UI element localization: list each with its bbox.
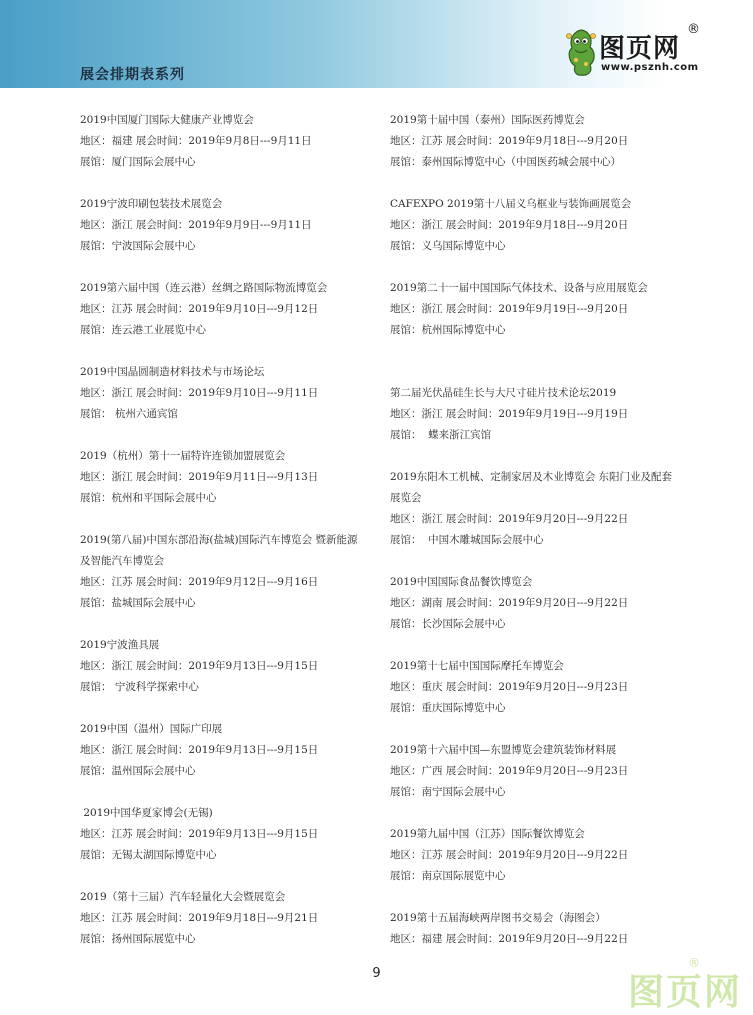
exhibition-region-time: 地区：浙江 展会时间：2019年9月19日---9月19日 [390, 408, 629, 420]
exhibition-name: CAFEXPO 2019第十八届义乌框业与装饰画展览会 [390, 198, 632, 210]
exhibition-venue: 展馆：泰州国际博览中心（中国医药城会展中心） [390, 156, 621, 168]
exhibition-venue: 展馆：义乌国际博览中心 [390, 240, 506, 252]
exhibition-region-time: 地区：江苏 展会时间：2019年9月18日---9月21日 [80, 912, 319, 924]
exhibition-region-time: 地区：浙江 展会时间：2019年9月13日---9月15日 [80, 744, 319, 756]
exhibition-region-time: 地区：福建 展会时间：2019年9月8日---9月11日 [80, 135, 312, 147]
exhibition-name: 2019第十届中国（泰州）国际医药博览会 [390, 114, 585, 126]
exhibition-entry [80, 194, 380, 257]
exhibition-venue: 展馆：长沙国际会展中心 [390, 618, 506, 630]
exhibition-name: 2019中国晶圆制造材料技术与市场论坛 [80, 366, 265, 378]
exhibition-entry [390, 383, 690, 446]
exhibition-region-time: 地区：江苏 展会时间：2019年9月10日---9月12日 [80, 303, 319, 315]
site-logo[interactable] [563, 18, 713, 80]
exhibition-region-time: 地区：江苏 展会时间：2019年9月13日---9月15日 [80, 828, 319, 840]
exhibition-region-time: 地区：福建 展会时间：2019年9月20日---9月22日 [390, 933, 629, 945]
exhibition-venue: 展馆：南宁国际会展中心 [390, 786, 506, 798]
page-header [0, 0, 753, 88]
exhibition-venue: 展馆： 杭州六通宾馆 [80, 408, 178, 420]
exhibition-entry [80, 446, 380, 509]
exhibition-venue: 展馆： 中国木雕城国际会展中心 [390, 534, 544, 546]
exhibition-region-time: 地区：重庆 展会时间：2019年9月20日---9月23日 [390, 681, 629, 693]
exhibition-entry [390, 656, 690, 719]
registered-mark: ® [687, 22, 700, 37]
exhibition-name: 2019中国国际食品餐饮博览会 [390, 576, 533, 588]
exhibition-entry [390, 740, 690, 803]
page-number: 9 [372, 966, 381, 981]
exhibition-name: 2019第十六届中国—东盟博览会建筑装饰材料展 [390, 744, 617, 756]
exhibition-venue: 展馆：杭州和平国际会展中心 [80, 492, 217, 504]
exhibition-entry [80, 803, 380, 866]
exhibition-venue: 展馆：温州国际会展中心 [80, 765, 196, 777]
exhibition-region-time: 地区：浙江 展会时间：2019年9月11日---9月13日 [80, 471, 319, 483]
exhibition-name: 2019中国厦门国际大健康产业博览会 [80, 114, 254, 126]
exhibition-name: 2019宁波渔具展 [80, 639, 160, 651]
series-title: 展会排期表系列 [80, 67, 185, 83]
exhibition-region-time: 地区：浙江 展会时间：2019年9月9日---9月11日 [80, 219, 312, 231]
watermark-text: 图页网 [628, 972, 743, 1013]
exhibition-name: 2019宁波印刷包装技术展览会 [80, 198, 223, 210]
exhibition-name: 2019第十七届中国国际摩托车博览会 [390, 660, 564, 672]
exhibition-venue: 展馆：宁波国际会展中心 [80, 240, 196, 252]
exhibition-entry [80, 719, 380, 782]
exhibition-region-time: 地区：浙江 展会时间：2019年9月19日---9月20日 [390, 303, 629, 315]
exhibition-entry [80, 887, 380, 950]
exhibition-region-time: 地区：广西 展会时间：2019年9月20日---9月23日 [390, 765, 629, 777]
exhibition-entry [390, 194, 690, 257]
exhibition-name: 2019中国华夏家博会(无锡) [80, 807, 213, 819]
exhibition-venue: 展馆：扬州国际展览中心 [80, 933, 196, 945]
exhibition-name: 2019第十五届海峡两岸图书交易会（海图会） [390, 912, 606, 924]
exhibition-venue: 展馆：连云港工业展览中心 [80, 324, 206, 336]
exhibition-region-time: 地区：江苏 展会时间：2019年9月20日---9月22日 [390, 849, 629, 861]
logo-wordmark: 图页网 [599, 34, 681, 64]
exhibition-entry [80, 362, 380, 425]
exhibition-region-time: 地区：江苏 展会时间：2019年9月12日---9月16日 [80, 576, 319, 588]
exhibition-entry [390, 908, 690, 950]
exhibition-name: 2019第六届中国（连云港）丝绸之路国际物流博览会 [80, 282, 328, 294]
logo-url: www.psznh.com [601, 62, 699, 73]
exhibition-venue: 展馆：厦门国际会展中心 [80, 156, 196, 168]
exhibition-region-time: 地区：浙江 展会时间：2019年9月10日---9月11日 [80, 387, 319, 399]
exhibition-region-time: 地区：浙江 展会时间：2019年9月13日---9月15日 [80, 660, 319, 672]
exhibition-entry [390, 110, 690, 173]
exhibition-venue: 展馆： 宁波科学探索中心 [80, 681, 199, 693]
exhibition-entry [390, 278, 690, 341]
exhibition-venue: 展馆：杭州国际博览中心 [390, 324, 506, 336]
exhibition-entry [80, 635, 380, 698]
exhibition-name: 2019中国（温州）国际广印展 [80, 723, 223, 735]
exhibition-region-time: 地区：湖南 展会时间：2019年9月20日---9月22日 [390, 597, 629, 609]
exhibition-region-time: 地区：江苏 展会时间：2019年9月18日---9月20日 [390, 135, 629, 147]
exhibition-entry [80, 278, 380, 341]
exhibition-entry [390, 572, 690, 635]
exhibition-venue: 展馆：重庆国际博览中心 [390, 702, 506, 714]
exhibition-region-time: 地区：浙江 展会时间：2019年9月18日---9月20日 [390, 219, 629, 231]
exhibition-name: 2019东阳木工机械、定制家居及木业博览会 东阳门业及配套展览会 [390, 471, 673, 504]
exhibition-entry [80, 110, 380, 173]
exhibition-venue: 展馆：盐城国际会展中心 [80, 597, 196, 609]
exhibition-venue: 展馆：南京国际展览中心 [390, 870, 506, 882]
exhibition-name: 2019第九届中国（江苏）国际餐饮博览会 [390, 828, 585, 840]
watermark-registered-mark: ® [688, 956, 700, 970]
exhibition-name: 2019(第八届)中国东部沿海(盐城)国际汽车博览会 暨新能源及智能汽车博览会 [80, 534, 358, 567]
exhibition-entry [80, 530, 380, 614]
exhibition-entry [390, 467, 690, 551]
exhibition-name: 2019（第十三届）汽车轻量化大会暨展览会 [80, 891, 286, 903]
exhibition-venue: 展馆：无锡太湖国际博览中心 [80, 849, 217, 861]
exhibition-venue: 展馆： 蝶来浙江宾馆 [390, 429, 492, 441]
exhibition-name: 第二届光伏晶硅生长与大尺寸硅片技术论坛2019 [390, 387, 617, 399]
exhibition-name: 2019（杭州）第十一届特许连锁加盟展览会 [80, 450, 286, 462]
exhibition-entry [390, 824, 690, 887]
mascot-icon [563, 26, 599, 78]
exhibition-name: 2019第二十一届中国国际气体技术、设备与应用展览会 [390, 282, 648, 294]
exhibition-region-time: 地区：浙江 展会时间：2019年9月20日---9月22日 [390, 513, 629, 525]
watermark-logo [628, 956, 748, 1013]
